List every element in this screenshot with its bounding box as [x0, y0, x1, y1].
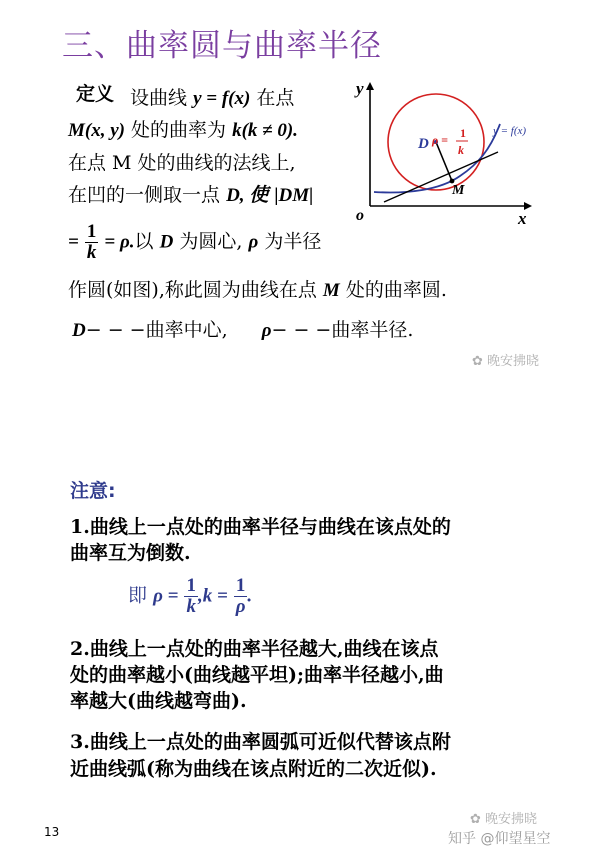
note-1-line-2: 曲率互为倒数. — [70, 542, 191, 564]
note-3-line-2: 近曲线弧(称为曲线在该点附近的二次近似). — [70, 758, 437, 780]
point-m-label: M — [452, 183, 465, 198]
curve-label: y = f(x) — [493, 125, 527, 137]
fraction-one-over-k: $\frac{1}{k}$ — [86, 221, 97, 263]
note-2-line-1: 2.曲线上一点处的曲率半径越大,曲线在该点 — [70, 638, 439, 660]
definition-label: 定义 — [76, 83, 115, 105]
definition-line-5: = $\frac{1}{k}$ = ρ.以 D 为圆心, ρ 为半径 — [68, 221, 322, 263]
zhihu-watermark: 知乎 @仰望星空 — [448, 831, 551, 847]
page-title: 三、曲率圆与曲率半径 — [62, 28, 382, 64]
fraction-one-over-k-2: $\frac{1}{k}$ — [186, 575, 196, 617]
definition-line-4: 在凹的一侧取一点 D, 使 |DM| — [68, 184, 314, 206]
watermark-bottom: ✿ 晚安拂晓 — [470, 812, 538, 827]
origin-label: o — [356, 207, 364, 224]
definition-line-6: 作圆(如图),称此圆为曲线在点 M 处的曲率圆. — [68, 279, 447, 301]
note-2-line-2: 处的曲率越小(曲线越平坦);曲率半径越小,曲 — [70, 664, 444, 686]
y-axis-arrow — [366, 82, 374, 90]
x-axis-label: x — [518, 209, 527, 228]
definition-line-2: M(x, y) 处的曲率为 k(k ≠ 0). — [68, 119, 298, 141]
rho-fraction-numerator: 1 — [460, 126, 466, 140]
tangent-line — [384, 152, 498, 202]
reciprocal-formula: 即 ρ = $\frac{1}{k}$ ,k = $\frac{1}{\rho}$ . — [128, 575, 253, 617]
rho-fraction-denominator: k — [458, 143, 464, 157]
rho-label: ρ = — [432, 133, 449, 147]
curvature-circle-figure — [348, 78, 548, 228]
wechat-icon-bottom: ✿ — [470, 812, 481, 827]
note-3-line-1: 3.曲线上一点处的曲率圆弧可近似代替该点附 — [70, 731, 451, 753]
page-number: 13 — [44, 825, 60, 839]
definition-line-3: 在点 M 处的曲线的法线上, — [68, 152, 296, 174]
wechat-icon: ✿ — [472, 354, 483, 369]
y-axis-label: y — [356, 79, 364, 98]
note-1-line-1: 1.曲线上一点处的曲率半径与曲线在该点处的 — [70, 516, 451, 538]
notes-heading: 注意: — [70, 480, 116, 502]
definition-line-7: D− − −曲率中心, ρ− − −曲率半径. — [72, 319, 414, 341]
watermark-top: ✿ 晚安拂晓 — [472, 354, 540, 369]
fraction-one-over-rho: $\frac{1}{\rho}$ — [235, 575, 246, 617]
definition-line-1: 设曲线 y = f(x) 在点 — [130, 87, 295, 109]
center-label: D — [418, 136, 429, 152]
note-2-line-3: 率越大(曲线越弯曲). — [70, 690, 247, 712]
